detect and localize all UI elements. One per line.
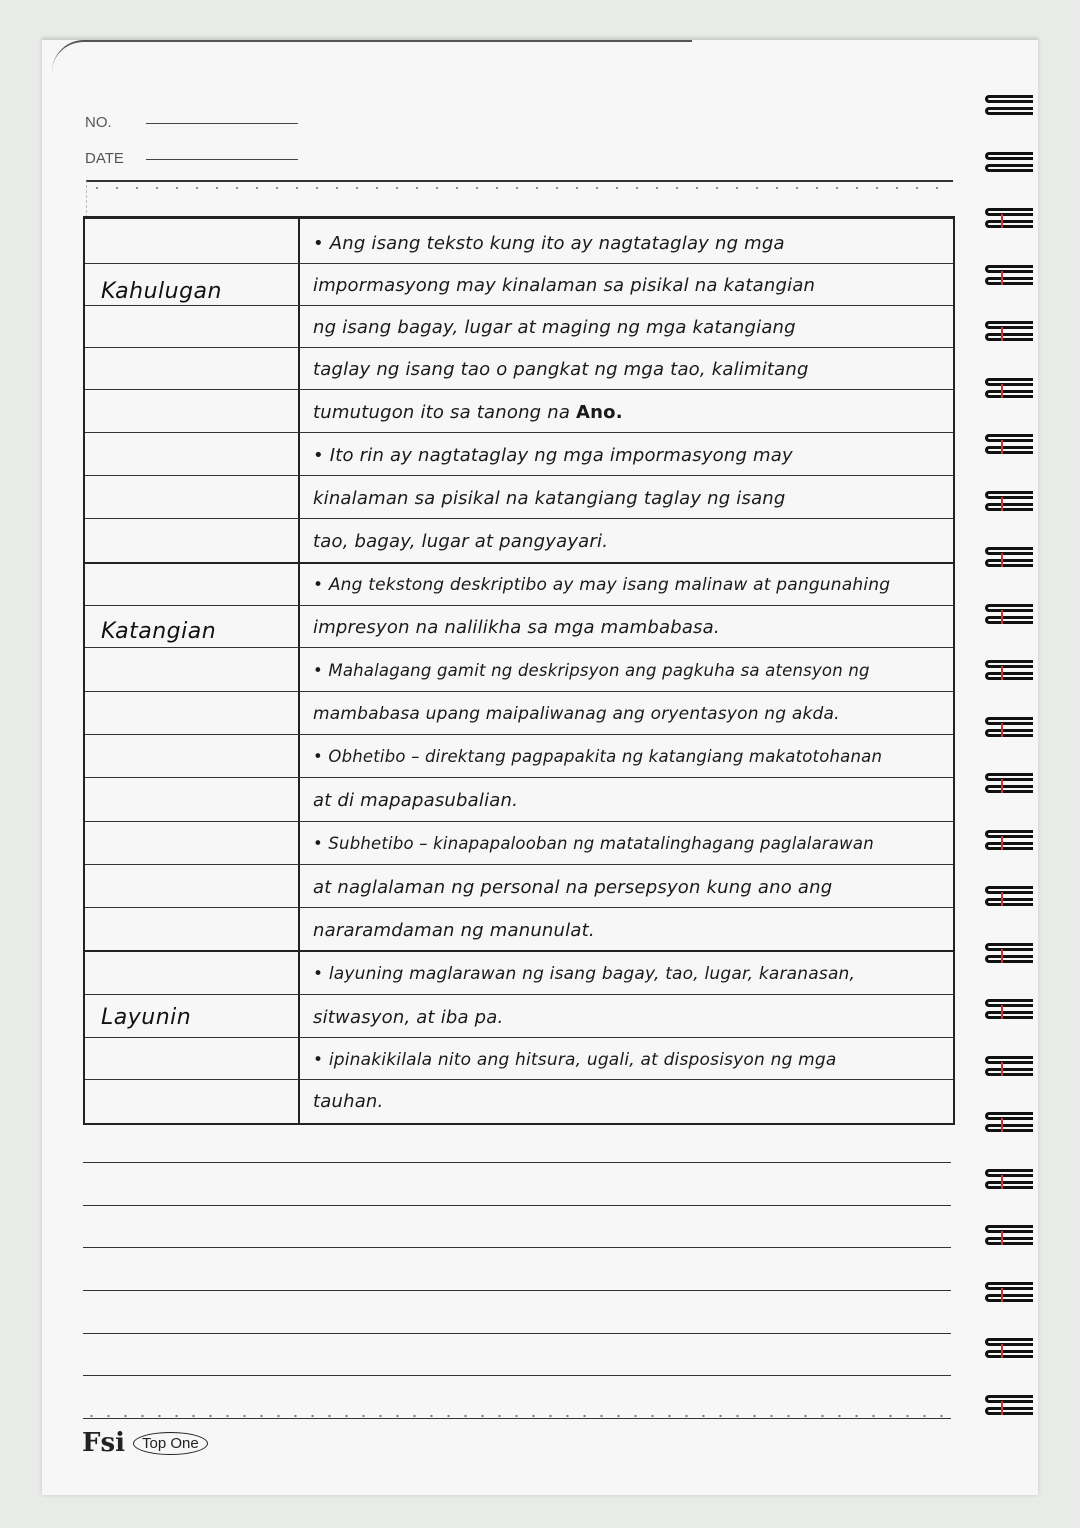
notes-table [83, 216, 955, 1125]
date-field-line [146, 159, 298, 160]
text-line: kinalaman sa pisikal na katangiang taglay ng isang [313, 488, 786, 509]
row-line [85, 994, 953, 995]
brand-logo [82, 1428, 208, 1458]
blank-ruled-line [83, 1205, 951, 1206]
text-line: • ipinakikilala nito ang hitsura, ugali, at disposisyon ng mga [313, 1050, 837, 1070]
row-line [85, 734, 953, 735]
section-divider [85, 562, 953, 564]
text-line: tauhan. [313, 1091, 384, 1112]
spiral-ring-icon [985, 321, 1033, 347]
spiral-ring-icon [985, 208, 1033, 234]
spiral-ring-icon [985, 717, 1033, 743]
row-line [85, 305, 953, 306]
blank-ruled-line [83, 1290, 951, 1291]
text-line: impormasyong may kinalaman sa pisikal na katangian [313, 275, 816, 296]
section-label-katangian: Katangian [101, 619, 217, 644]
spiral-ring-icon [985, 999, 1033, 1025]
text-line: mambabasa upang maipaliwanag ang oryentasyon ng akda. [313, 704, 840, 724]
spiral-ring-icon [985, 95, 1033, 121]
section-divider [85, 950, 953, 952]
blank-ruled-line [83, 1375, 951, 1376]
row-line [85, 518, 953, 519]
text-line: impresyon na nalilikha sa mga mambabasa. [313, 617, 720, 638]
text-line: • layuning maglarawan ng isang bagay, tao, lugar, karanasan, [313, 964, 856, 984]
row-line [85, 777, 953, 778]
text-line: • Ang tekstong deskriptibo ay may isang malinaw at pangunahing [313, 575, 891, 595]
row-line [85, 263, 953, 264]
section-label-layunin: Layunin [101, 1005, 192, 1030]
row-line [85, 907, 953, 908]
spiral-ring-icon [985, 1225, 1033, 1251]
spiral-ring-icon [985, 660, 1033, 686]
row-line [85, 1079, 953, 1080]
row-line [85, 691, 953, 692]
spiral-ring-icon [985, 265, 1033, 291]
spiral-ring-icon [985, 547, 1033, 573]
row-line [85, 605, 953, 606]
page-edge-curve [52, 40, 692, 72]
text-line: • Subhetibo – kinapapalooban ng matatalinghagang paglalarawan [313, 834, 874, 853]
spiral-ring-icon [985, 604, 1033, 630]
spiral-ring-icon [985, 1056, 1033, 1082]
brand-fsi: Fsi [82, 1428, 125, 1458]
blank-ruled-line [83, 1247, 951, 1248]
emphasis-ano: Ano. [576, 402, 623, 423]
row-line [85, 821, 953, 822]
spiral-ring-icon [985, 1282, 1033, 1308]
spiral-ring-icon [985, 152, 1033, 178]
text-line: at naglalaman ng personal na persepsyon kung ano ang [313, 877, 833, 898]
blank-ruled-line [83, 1162, 951, 1163]
spiral-ring-icon [985, 886, 1033, 912]
text-line: nararamdaman ng manunulat. [313, 920, 595, 941]
row-line [85, 475, 953, 476]
column-divider [298, 219, 300, 1123]
no-field-line [146, 123, 298, 124]
row-line [85, 432, 953, 433]
spiral-ring-icon [985, 1169, 1033, 1195]
spiral-ring-icon [985, 1112, 1033, 1138]
text-line: • Ang isang teksto kung ito ay nagtataglay ng mga [313, 233, 785, 254]
spiral-ring-icon [985, 491, 1033, 517]
date-label: DATE [85, 150, 124, 167]
text-line: taglay ng isang tao o pangkat ng mga tao, kalimitang [313, 359, 809, 380]
brand-top-one: Top One [133, 1432, 208, 1455]
section-label-kahulugan: Kahulugan [101, 279, 222, 304]
text-line: tao, bagay, lugar at pangyayari. [313, 531, 609, 552]
blank-ruled-line [83, 1333, 951, 1334]
row-line [85, 647, 953, 648]
spiral-ring-icon [985, 378, 1033, 404]
text-line: ng isang bagay, lugar at maging ng mga katangiang [313, 317, 796, 338]
spiral-ring-icon [985, 1395, 1033, 1421]
text-line: • Ito rin ay nagtataglay ng mga impormasyong may [313, 445, 793, 466]
spiral-ring-icon [985, 943, 1033, 969]
spiral-ring-icon [985, 830, 1033, 856]
text-line-content: tumutugon ito sa tanong na [313, 402, 571, 423]
row-line [85, 864, 953, 865]
dotted-header-band [86, 180, 953, 218]
text-line [313, 402, 623, 423]
row-line [85, 389, 953, 390]
no-label: NO. [85, 114, 112, 131]
row-line [85, 347, 953, 348]
text-line: sitwasyon, at iba pa. [313, 1007, 504, 1028]
text-line: • Obhetibo – direktang pagpapakita ng katangiang makatotohanan [313, 747, 883, 766]
spiral-ring-icon [985, 434, 1033, 460]
spiral-ring-icon [985, 773, 1033, 799]
row-line [85, 1037, 953, 1038]
footer-line [83, 1418, 951, 1419]
spiral-ring-icon [985, 1338, 1033, 1364]
text-line: at di mapapasubalian. [313, 790, 519, 811]
text-line: • Mahalagang gamit ng deskripsyon ang pagkuha sa atensyon ng [313, 661, 870, 680]
